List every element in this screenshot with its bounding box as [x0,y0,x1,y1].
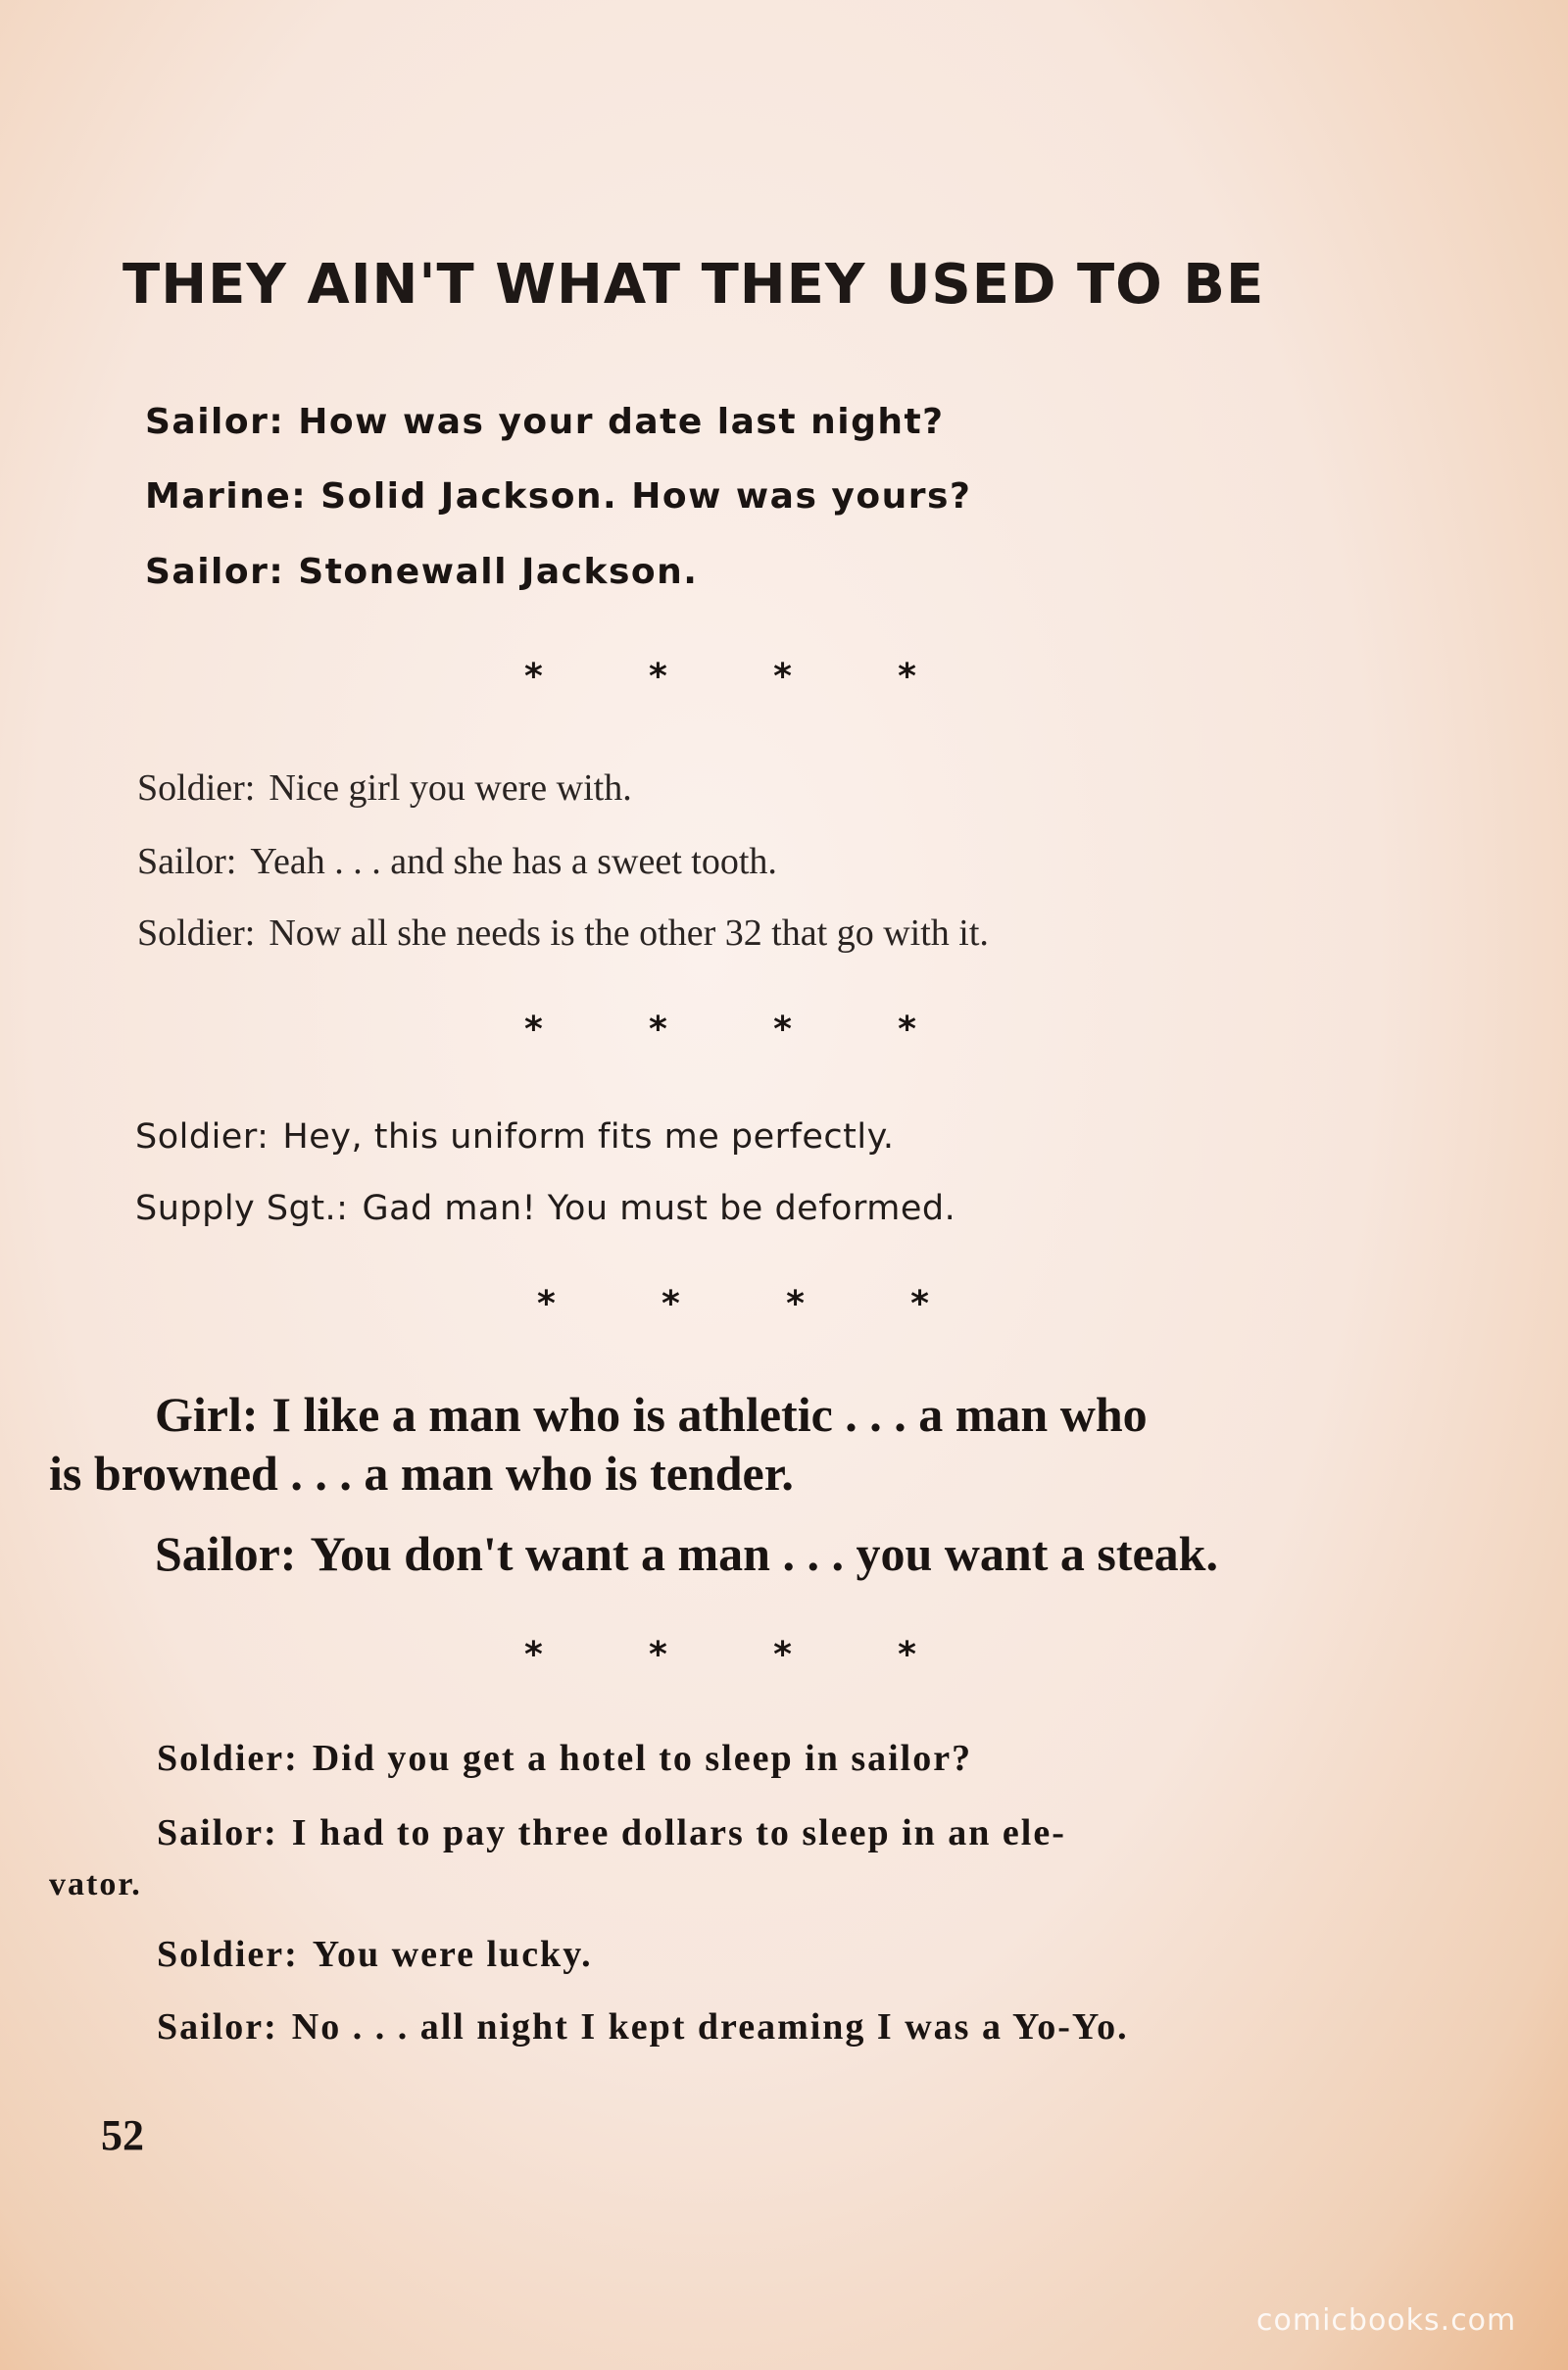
dialogue-line [155,1525,1218,1582]
dialogue-line [157,1811,1066,1854]
dialogue-line [145,402,945,442]
separator-star: * [662,1284,680,1324]
separator-star: * [524,1635,543,1675]
speaker-label: Sailor: [155,1526,297,1581]
separator-star: * [773,657,792,697]
separator-star: * [649,657,667,697]
dialogue-text: How was your date last night? [298,402,945,442]
dialogue-text: vator. [49,1866,142,1902]
separator-star: * [524,657,543,697]
section-separator [524,657,916,697]
dialogue-text: Stonewall Jackson. [298,552,699,592]
dialogue-line [137,840,777,883]
page-title: THEY AIN'T WHAT THEY USED TO BE [122,253,1265,317]
separator-star: * [786,1284,805,1324]
dialogue-line [157,1933,593,1976]
dialogue-line [49,1866,142,1903]
page-number: 52 [101,2111,144,2159]
dialogue-text: Nice girl you were with. [269,767,632,809]
watermark: comicbooks.com [1256,2303,1517,2338]
speaker-label: Sailor: [145,552,285,592]
dialogue-text: Gad man! You must be deformed. [362,1189,956,1228]
separator-star: * [898,1635,916,1675]
separator-star: * [649,1010,667,1050]
dialogue-text: I like a man who is athletic . . . a man who [271,1387,1148,1442]
separator-star: * [773,1010,792,1050]
speaker-label: Soldier: [157,1738,299,1779]
speaker-label: Soldier: [137,767,256,809]
speaker-label: Soldier: [135,1117,270,1157]
dialogue-text: is browned . . . a man who is tender. [49,1446,794,1501]
separator-star: * [898,1010,916,1050]
speaker-label: Marine: [145,476,308,517]
section-separator [524,1010,916,1050]
dialogue-line [49,1445,794,1502]
separator-star: * [537,1284,556,1324]
dialogue-text: You don't want a man . . . you want a steak. [310,1526,1218,1581]
dialogue-text: Hey, this uniform fits me perfectly. [282,1117,895,1157]
dialogue-line [137,766,632,810]
dialogue-line [157,1737,972,1780]
dialogue-text: I had to pay three dollars to sleep in an ele- [291,1812,1066,1853]
speaker-label: Supply Sgt.: [135,1189,349,1228]
dialogue-line [145,476,971,517]
section-separator [524,1635,916,1675]
speaker-label: Sailor: [157,2006,278,2048]
speaker-label: Soldier: [137,913,256,954]
separator-star: * [649,1635,667,1675]
dialogue-text: Did you get a hotel to sleep in sailor? [312,1738,973,1779]
separator-star: * [524,1010,543,1050]
dialogue-text: Solid Jackson. How was yours? [320,476,972,517]
dialogue-line [145,552,698,592]
speaker-label: Sailor: [145,402,285,442]
dialogue-text: Now all she needs is the other 32 that go with it. [269,913,989,954]
dialogue-line [135,1117,894,1157]
speaker-label: Sailor: [137,841,237,882]
dialogue-text: You were lucky. [312,1934,593,1975]
dialogue-line [135,1189,956,1228]
section-separator [537,1284,929,1324]
speaker-label: Soldier: [157,1934,299,1975]
speaker-label: Sailor: [157,1812,278,1853]
dialogue-text: Yeah . . . and she has a sweet tooth. [250,841,777,882]
dialogue-line [157,2005,1129,2049]
dialogue-line [155,1386,1148,1443]
separator-star: * [898,657,916,697]
dialogue-line [137,912,989,955]
separator-star: * [773,1635,792,1675]
separator-star: * [910,1284,929,1324]
dialogue-text: No . . . all night I kept dreaming I was a Yo-Yo. [291,2006,1129,2048]
speaker-label: Girl: [155,1387,259,1442]
